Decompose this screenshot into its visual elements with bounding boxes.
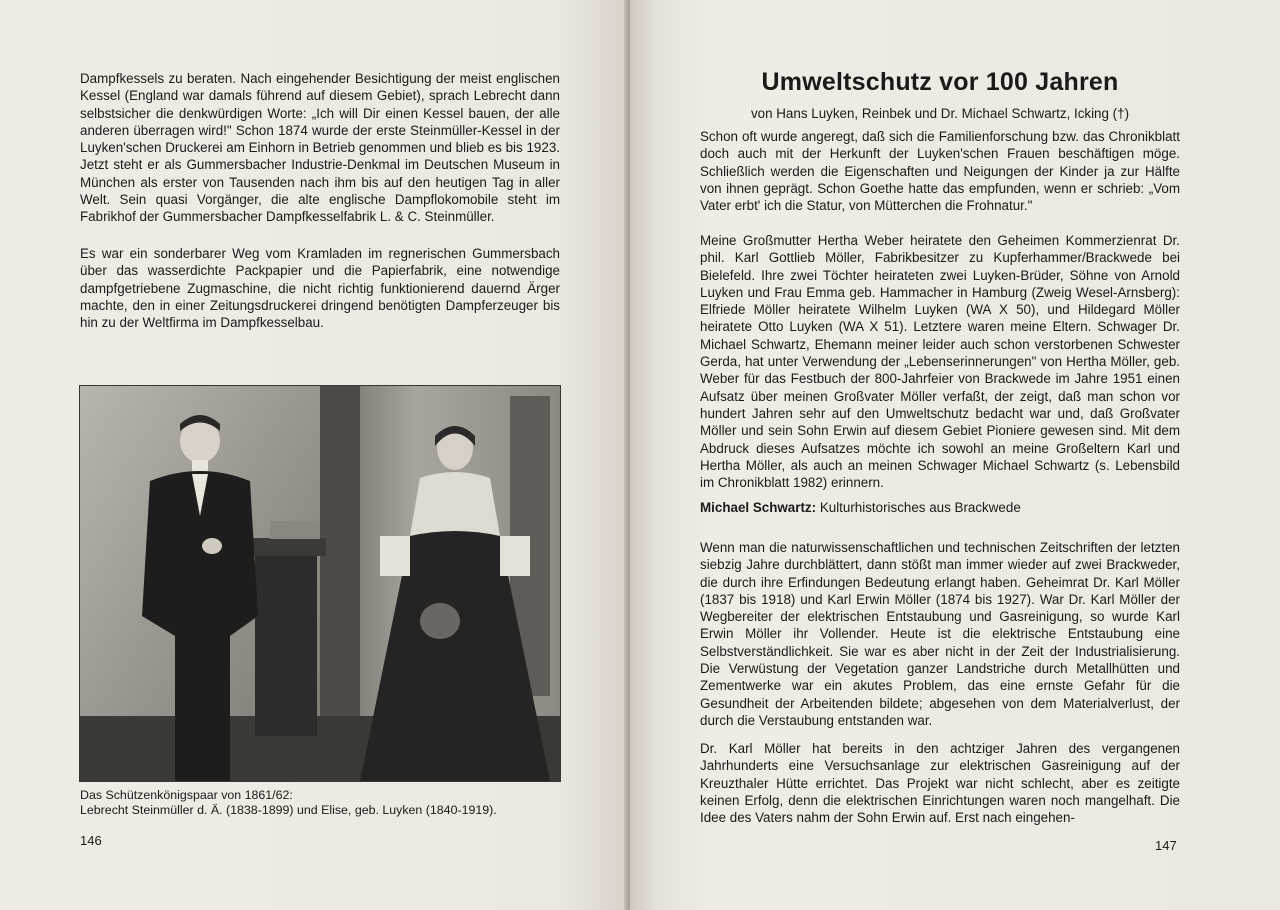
page-number-right: 147 — [1155, 838, 1177, 853]
photo-caption — [80, 788, 560, 818]
caption-line-2: Lebrecht Steinmüller d. Ä. (1838-1899) und Elise, geb. Luyken (1840-1919). — [80, 803, 497, 817]
historical-portrait-photo — [79, 385, 561, 782]
article-byline: von Hans Luyken, Reinbek und Dr. Michael Schwartz, Icking (†) — [750, 106, 1130, 121]
right-paragraph-4: Dr. Karl Möller hat bereits in den achtziger Jahren des vergangenen Jahrhunderts eine Versuchsanlage zur elektrischen Gasreinigung auf der Kreuzthaler Hütte errichtet. Das Projekt war nicht schlecht, aber es zeitigte keinen Erfolg, denn die elektrischen Einrichtungen waren noch mangelhaft. Die Idee des Vaters nahm der Sohn Erwin auf. Erst nach eingehen- — [700, 741, 1180, 826]
section-heading — [700, 499, 1180, 516]
left-paragraph-2: Es war ein sonderbarer Weg vom Kramladen im regnerischen Gummersbach über das wasserdichte Packpapier und die Papierfabrik, eine notwendige dampfgetriebene Zugmaschine, die nicht richtig funktionierend dauernd Ärger machte, den in einer Zeitungsdruckerei dringend benötigten Dampferzeuger bis hin zu der Weltfirma im Dampfkesselbau. — [80, 246, 560, 331]
right-paragraph-3: Wenn man die naturwissenschaftlichen und technischen Zeitschriften der letzten siebzig Jahre durchblättert, dann stößt man immer wieder auf zwei Brackweder, die durch ihre Erfindungen Bedeutung erlangt haben. Geheimrat Dr. Karl Möller (1837 bis 1918) und Karl Erwin Möller (1874 bis 1927). War Dr. Karl Möller der Wegbereiter der elektrischen Entstaubung und Gasreinigung, so wurde Karl Erwin Möller ihr Vollender. Heute ist die elektrische Entstaubung eine Selbstverständlichkeit. Sie war es aber nicht in der Zeit der Industrialisierung. Die Verwüstung der Vegetation ganzer Landstriche durch Metallhütten und Zementwerke war ein akutes Problem, das eine ernste Gefahr für die Gesundheit der Arbeitenden bildete; abgesehen von dem Materialverlust, der durch die Verstaubung entstanden war. — [700, 540, 1180, 728]
section-title: Kulturhistorisches aus Brackwede — [816, 500, 1021, 515]
caption-line-1: Das Schützenkönigspaar von 1861/62: — [80, 788, 293, 802]
portrait-photo-illustration — [80, 386, 560, 781]
article-title: Umweltschutz vor 100 Jahren — [761, 68, 1119, 96]
right-paragraph-1: Schon oft wurde angeregt, daß sich die Familienforschung bzw. das Chronikblatt doch auch mit der Herkunft der Luyken'schen Frauen beschäftigen möge. Schließlich werden die Eigenschaften und Neigungen der Kinder ja zur Hälfte von ihnen geprägt. Schon Goethe hatte das empfunden, wenn er schrieb: „Vom Vater erbt' ich die Statur, von Mütterchen die Frohnatur." — [700, 129, 1180, 214]
left-page — [0, 0, 630, 910]
right-paragraph-2: Meine Großmutter Hertha Weber heiratete den Geheimen Kommerzienrat Dr. phil. Karl Gottlieb Möller, Fabrikbesitzer zu Kupferhammer/Brackwede bei Bielefeld. Ihre zwei Töchter heirateten zwei Luyken-Brüder, Söhne von Arnold Luyken und Frau Emma geb. Hammacher in Hamburg (Zweig Wesel-Arnsberg): Elfriede Möller heiratete Wilhelm Luyken (WA X 50), und Hildegard Möller heiratete Otto Luyken (WA X 51). Letztere waren meine Eltern. Schwager Dr. Michael Schwartz, Ehemann meiner leider auch schon verstorbenen Schwester Gerda, hat unter Verwendung der „Lebenserinnerungen" von Hertha Möller, geb. Weber für das Festbuch der 800-Jahrfeier von Brackwede im Jahre 1951 einen Aufsatz über meinen Großvater Möller verfaßt, der zeigt, daß man schon vor hundert Jahren sehr auf den Umweltschutz bedacht war und, daß Großvater Möller und sein Sohn Erwin auf diesem Gebiet Pioniere gewesen sind. Mit dem Abdruck dieses Aufsatzes möchte ich sowohl an meine Großeltern Karl und Hertha Möller, als auch an meinen Schwager Michael Schwartz (s. Lebensbild im Chronikblatt 1982) erinnern. — [700, 233, 1180, 491]
left-paragraph-1: Dampfkessels zu beraten. Nach eingehender Besichtigung der meist englischen Kessel (England war damals führend auf diesem Gebiet), sprach Lebrecht dann selbstsicher die denkwürdigen Worte: „Ich will Dir einen Kessel bauen, der alle anderen überragen wird!" Schon 1874 wurde der erste Steinmüller-Kessel in der Luyken'schen Druckerei am Einhorn in Betrieb genommen und blieb es bis 1923. Jetzt steht er als Gummersbacher Industrie-Denkmal im Deutschen Museum in München als erster von Tausenden nach ihm bis auf den heutigen Tag in aller Welt. Sein quasi Vorgänger, die alte englische Dampflokomobile steht im Fabrikhof der Gummersbacher Dampfkesselfabrik L. & C. Steinmüller. — [80, 71, 560, 225]
page-number-left: 146 — [80, 833, 102, 848]
section-author: Michael Schwartz: — [700, 500, 817, 515]
